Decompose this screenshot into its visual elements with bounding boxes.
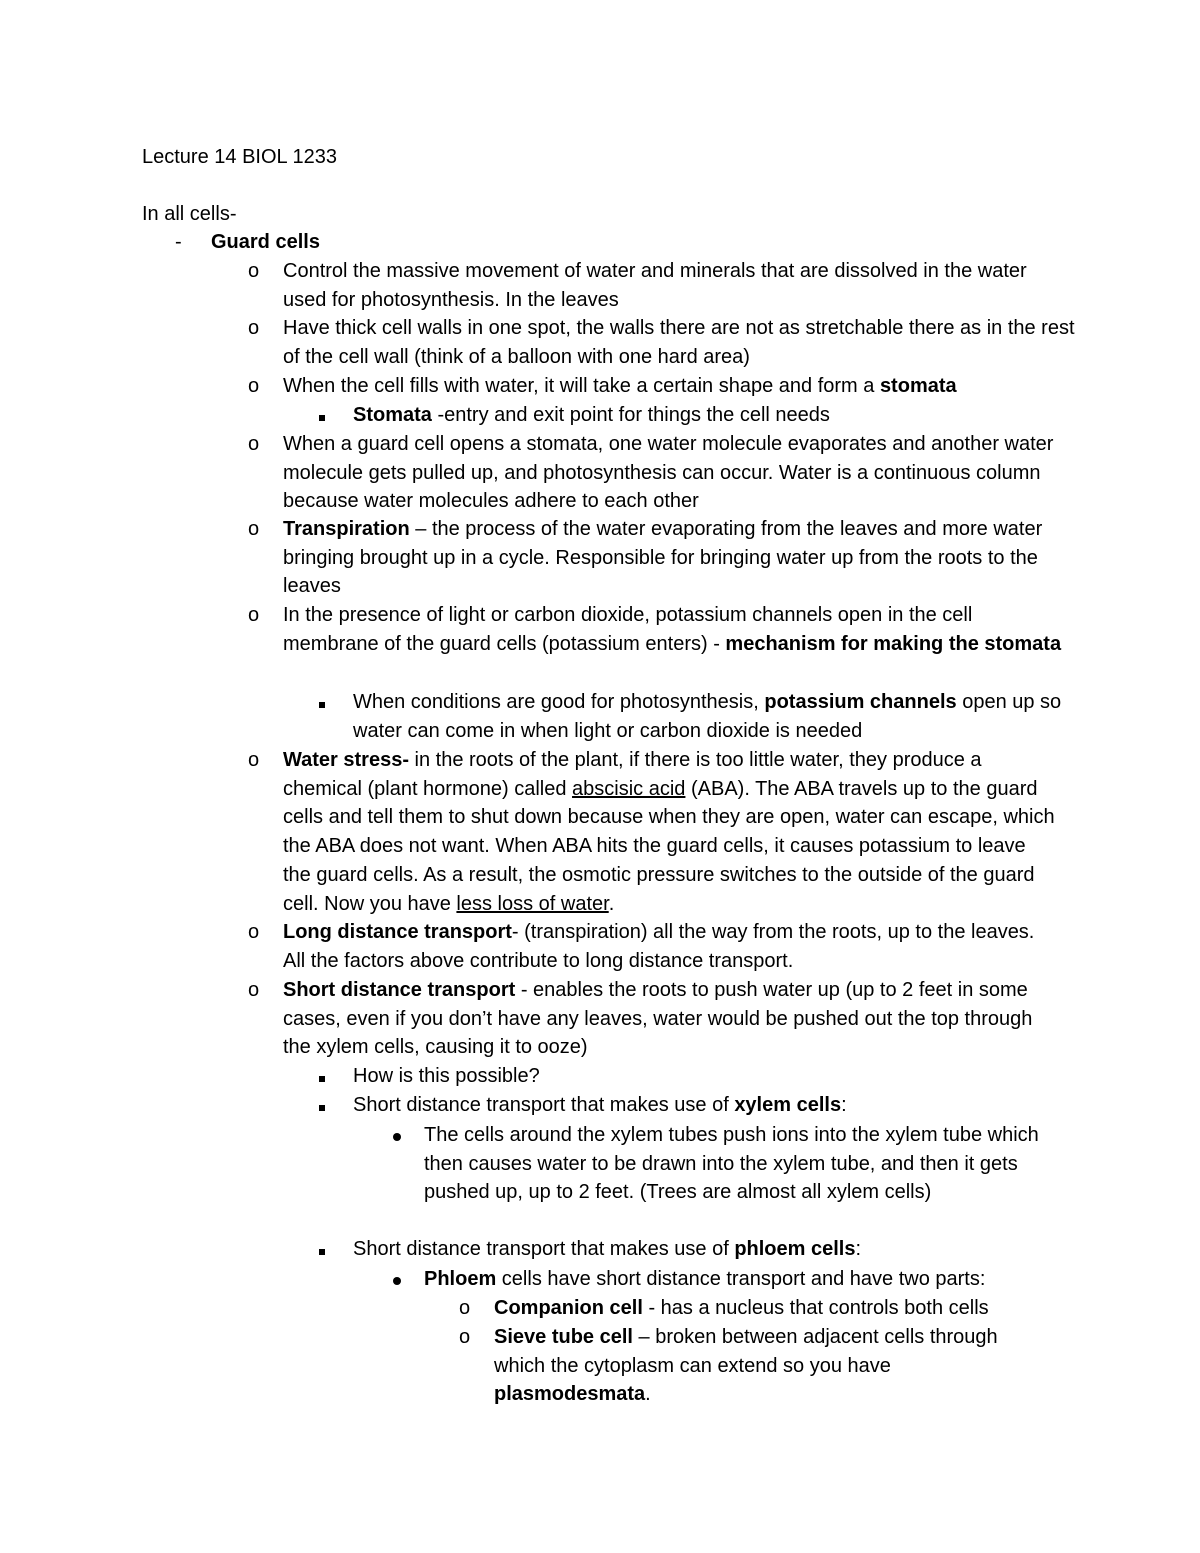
bold-term: Water stress-: [283, 749, 409, 771]
list-item-text: [283, 515, 1073, 601]
text-run: :: [841, 1094, 847, 1116]
round-bullet-icon: [393, 1265, 423, 1294]
dash-bullet: -: [175, 231, 182, 253]
bold-term: Transpiration: [283, 518, 410, 540]
text-run: (ABA). The ABA travels up to the guard cells and tell them to shut down because when they are open, water can escape, which the ABA does not want. When ABA hits the guard cells, it causes potassium to leave the guard cells. As a result, the osmotic pressure switches to the outside of the guard cell. Now you have: [283, 777, 1055, 915]
document-title: Lecture 14 BIOL 1233: [142, 146, 337, 168]
list-item-text: How is this possible?: [353, 1065, 540, 1087]
bold-term: Sieve tube cell: [494, 1326, 633, 1348]
circle-bullet: o: [248, 317, 260, 339]
square-bullet-icon: [319, 1062, 349, 1091]
text-run: .: [645, 1383, 651, 1406]
list-item-text: When a guard cell opens a stomata, one water molecule evaporates and another water molecule gets pulled up, and photosynthesis can occur. Water is a continuous column because water molecules adhere to each other: [283, 433, 1054, 513]
bold-term: stomata: [879, 375, 957, 397]
square-bullet-icon: [319, 401, 349, 430]
list-item-text: [353, 1091, 1073, 1120]
list-item-text: [283, 918, 1043, 975]
text-run: - (transpiration) all the way from the roots, up to the leaves. All the factors above contribute to long distance transport.: [283, 921, 1035, 972]
text-run: .: [608, 892, 615, 915]
text-run: - enables the roots to push water up (up to 2 feet in some cases, even if you don’t have any leaves, water would be pushed out the top through the xylem cells, causing it to ooze): [283, 979, 1033, 1059]
list-item-text: [283, 746, 1058, 918]
text-run: – broken between adjacent cells through which the cytoplasm can extend so you have: [494, 1326, 998, 1377]
bold-term: plasmodesmata: [494, 1383, 646, 1406]
bold-term: phloem cells: [734, 1238, 856, 1260]
circle-bullet: o: [248, 604, 260, 626]
list-item-text: [353, 688, 1073, 745]
circle-bullet: o: [248, 375, 260, 397]
text-run: -entry and exit point for things the cell needs: [431, 404, 830, 426]
text-run: in the roots of the plant, if there is too little water, they produce a chemical (plant hormone) called: [283, 749, 982, 800]
intro-line: In all cells-: [142, 203, 237, 225]
text-run: Short distance transport that makes use of: [353, 1238, 735, 1260]
list-item-text: [494, 1294, 1074, 1323]
bold-term: Long distance transport: [283, 921, 512, 943]
list-item-text: [353, 1235, 1073, 1264]
list-item-text: Control the massive movement of water and minerals that are dissolved in the water used for photosynthesis. In the leaves: [283, 260, 1027, 311]
circle-bullet: o: [248, 260, 260, 282]
text-run: cells have short distance transport and have two parts:: [496, 1268, 986, 1290]
circle-bullet: o: [248, 979, 260, 1001]
circle-bullet: o: [459, 1326, 471, 1348]
circle-bullet: o: [248, 749, 260, 771]
list-item-text: [283, 372, 1073, 401]
text-run: When conditions are good for photosynthesis,: [353, 691, 765, 713]
list-item-text: [494, 1323, 1049, 1409]
text-run: open up so water can come in when light or carbon dioxide is needed: [353, 691, 1062, 742]
bold-term: mechanism for making the stomata: [725, 632, 1062, 655]
circle-bullet: o: [248, 518, 260, 540]
square-bullet-icon: [319, 1235, 349, 1264]
bold-term: Phloem: [424, 1268, 497, 1290]
list-item-text: [353, 401, 1073, 430]
underlined-term: less loss of water: [456, 892, 609, 915]
circle-bullet: o: [459, 1297, 471, 1319]
bold-term: potassium channels: [764, 691, 957, 713]
text-run: - has a nucleus that controls both cells: [642, 1297, 989, 1319]
text-run: When the cell fills with water, it will take a certain shape and form a: [283, 375, 880, 397]
bold-term: Short distance transport: [283, 979, 516, 1001]
section-heading: Guard cells: [211, 231, 320, 253]
text-run: In the presence of light or carbon dioxide, potassium channels open in the cell membrane of the guard cells (potassium enters) -: [283, 604, 973, 655]
square-bullet-icon: [319, 688, 349, 717]
bold-term: xylem cells: [734, 1094, 842, 1116]
underlined-term: abscisic acid: [572, 777, 686, 800]
text-run: Short distance transport that makes use of: [353, 1094, 735, 1116]
list-item-text: [424, 1265, 1074, 1294]
list-item-text: [283, 601, 1073, 658]
list-item-text: The cells around the xylem tubes push ions into the xylem tube which then causes water to be drawn into the xylem tube, and then it gets pushed up, up to 2 feet. (Trees are almost all xylem cells): [424, 1124, 1039, 1204]
bold-term: Companion cell: [494, 1297, 643, 1319]
square-bullet-icon: [319, 1091, 349, 1120]
list-item-text: [283, 976, 1058, 1062]
text-run: – the process of the water evaporating from the leaves and more water bringing brought up in a cycle. Responsible for bringing water up from the roots to the leaves: [283, 518, 1043, 598]
text-run: :: [855, 1238, 862, 1260]
circle-bullet: o: [248, 921, 260, 943]
round-bullet-icon: [393, 1121, 423, 1150]
circle-bullet: o: [248, 433, 260, 455]
list-item-text: Have thick cell walls in one spot, the walls there are not as stretchable there as in the rest of the cell wall (think of a balloon with one hard area): [283, 317, 1075, 368]
bold-term: Stomata: [353, 404, 432, 426]
